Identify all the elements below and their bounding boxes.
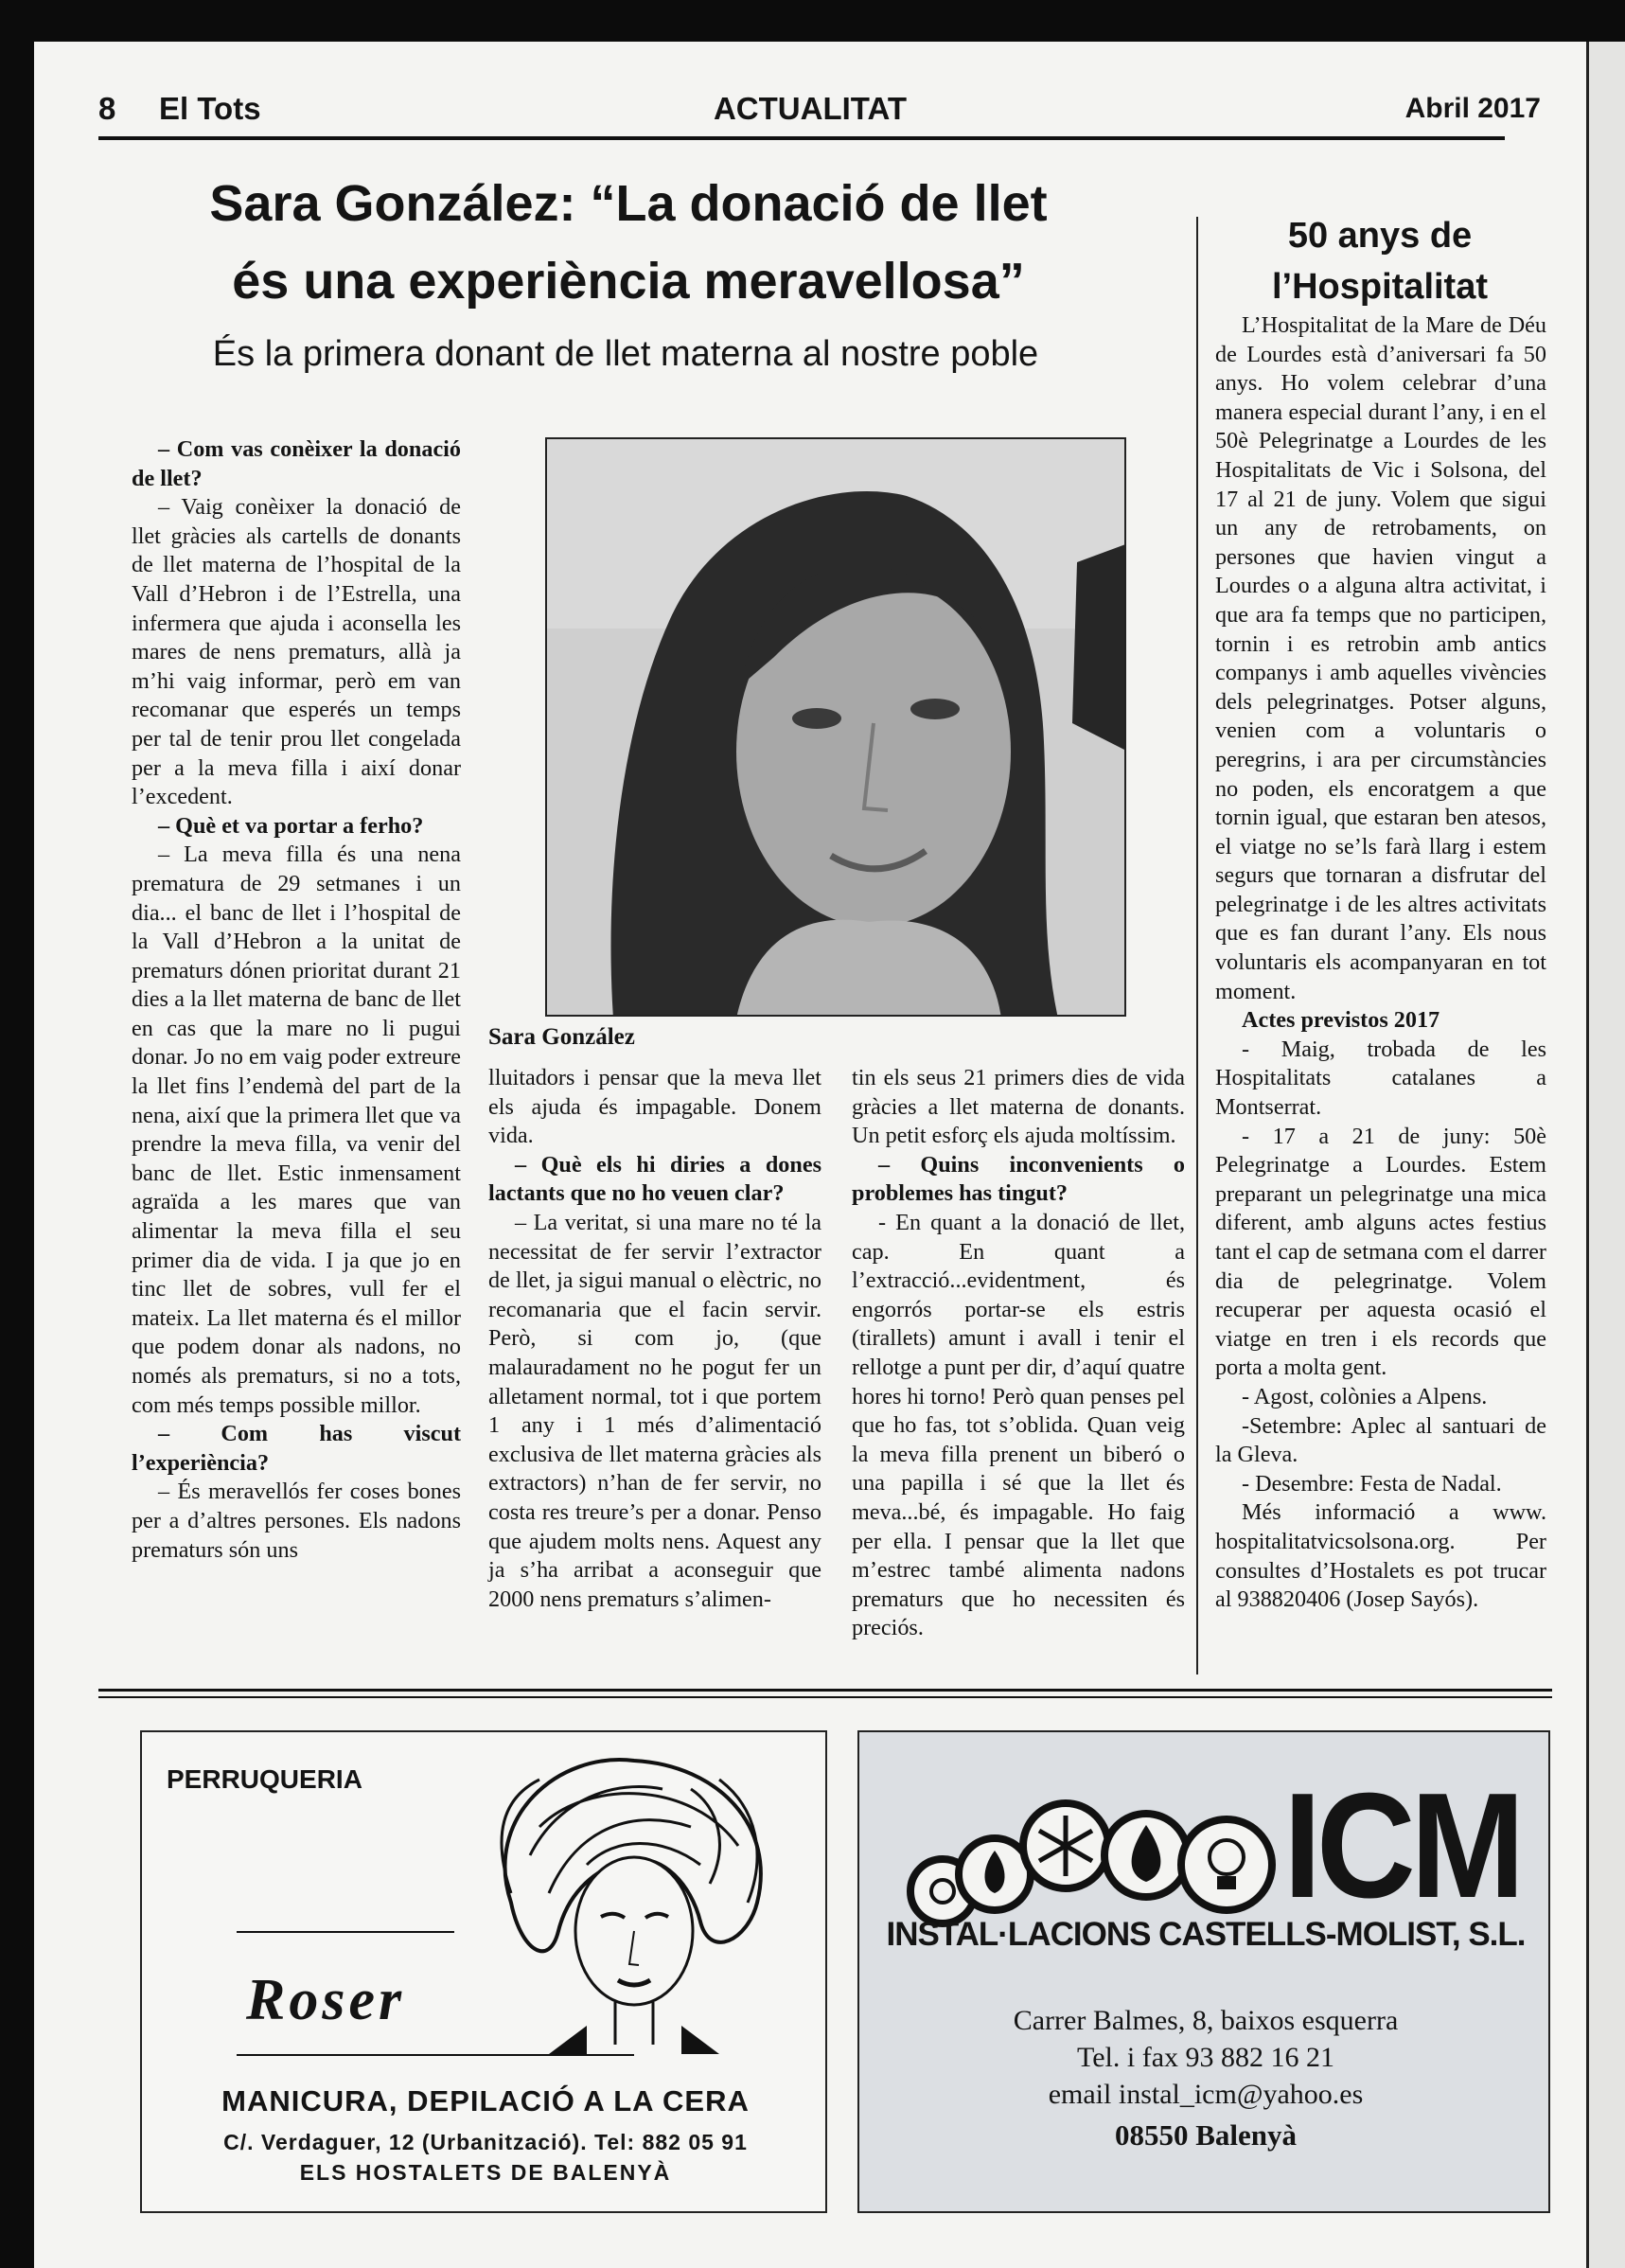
brand-rule [237,1931,454,1933]
facing-page-edge [1586,42,1625,2268]
question-paragraph: – Quins inconvenients o problemes has tingut? [852,1151,1185,1207]
sidebar-title [1200,210,1560,312]
ad-perruqueria-roser [140,1730,827,2213]
question-paragraph: Actes previstos 2017 [1242,1007,1440,1034]
article-title-line: és una experiència meravellosa” [232,253,1025,310]
question-paragraph: – Què els hi diries a dones lactants que no ho veuen clar? [488,1151,821,1207]
publication-name: El Tots [159,91,261,126]
column-divider [1196,217,1198,1674]
text-paragraph: L’Hospitalitat de la Mare de Déu de Lourdes està d’aniversari fa 50 anys. Ho volem celebrar d’una manera especial durant l’any, i en el 50è Pelegrinatge a Lourdes de les Hospitalitats de Vic i Solsona, del 17 al 21 de juny. Volem que sigui un any de retrobaments, on persones que havien vingut a Lourdes o a alguna altra activitat, i que ara fa temps que no participen, tornin i es retrobin amb antics companys i amb aquelles vivències dels pelegrinatges. Potser alguns, venien com a voluntaris o peregrins, i ara per circumstàncies no poden, els encoratgem a que tornin igual, que estaran ben atesos, el viatge no se’ls farà llarg i estem segurs que tornaran a disfrutar del pelegrinatge i de les altres activitats que es fan durant l’any. Els nous voluntaris els acompanyaran en tot moment. [1215,312,1546,1004]
text-paragraph: - En quant a la donació de llet, cap. En quant a l’extracció...evidentment, és engorrós portar-se els estris (tirallets) amunt i avall i tenir el rellotge a punt per dir, d’aquí quatre hores hi torno! Però quan penses pel que ho fas, tot s’oblida. Quan veig la meva filla prenent un biberó o una papilla i sé que la llet és meva...bé, és impagable. Ho faig per ella. I pensar que la llet que m’estrec també alimenta nadons prematurs que ho necessiten és preciós. [852,1209,1185,1641]
question-paragraph: – Què et va portar a ferho? [158,812,424,839]
text-paragraph: – La veritat, si una mare no té la necessitat de fer servir l’extractor de llet, ja sigui manual o elèctric, no recomanaria que el facin servir. Però, si com jo, (que malauradament no he pogut fer un alletament normal, tot i que portem 1 any i 1 més d’alimentació exclusiva de llet materna gràcies als extractors) n’han de fer servir, no costa res treure’s per a donar. Penso que ajudem molts nens. Aquest any ja s’ha arribat a aconseguir que 2000 nens prematurs s’alimen- [488,1209,821,1612]
question-paragraph: – Com has viscut l’experiència? [132,1421,461,1476]
icm-company-name: INSTAL·LACIONS CASTELLS-MOLIST, S.L. [886,1916,1526,1953]
article-column-1 [132,435,461,1565]
sidebar-title-line: 50 anys de [1287,216,1473,256]
text-paragraph: – La meva filla és una nena prematura de 29 setmanes i un dia... el banc de llet i l’hospital de la Vall d’Hebron a la unitat de prematurs dónen prioritat durant 21 dies a la llet materna de banc de llet en cas que la mare no li pugui donar. Jo no em vaig poder extreure la llet fins l’endemà del part de la nena, així que la primera llet que va prendre la meva filla, va venir del banc de llet. Estic inmensament agraïda a les mares que van alimentar la meva filla el seu primer dia de vida. I ja que jo en tinc llet de sobres, vull fer el mateix. La llet materna és el millor que podem donar als nadons, no només als prematurs, si no a tots, com més temps possible millor. [132,842,461,1418]
hairdresser-illustration [473,1742,786,2054]
icm-postcode: 08550 Balenyà [1114,2118,1298,2152]
text-paragraph: – Vaig conèixer la donació de llet gràcies als cartells de donants de llet materna de l’hospital de la Vall d’Hebron i de l’Estrella, una infermera que ajuda i aconsella les mares de nens prematurs, allà ja m’hi vaig informar, però em van recomanar que esperés un temps per tal de tenir prou llet congelada per a la meva filla i així donar l’excedent. [132,494,461,810]
icm-address: Carrer Balmes, 8, baixos esquerra [1013,2005,1399,2036]
ad-category: PERRUQUERIA [167,1764,362,1794]
text-paragraph: - Maig, trobada de les Hospitalitats catalanes a Montserrat. [1215,1036,1546,1121]
brand-rule [237,2054,634,2056]
text-paragraph: - Desembre: Festa de Nadal. [1242,1470,1502,1497]
text-paragraph: -Setembre: Aplec al santuari de la Gleva. [1215,1412,1546,1468]
text-paragraph: – És meravellós fer coses bones per a d’altres persones. Els nadons prematurs són uns [132,1479,461,1563]
magazine-page [34,42,1586,2268]
text-paragraph: tin els seus 21 primers dies de vida gràcies a llet materna de donants. Un petit esforç els ajuda moltíssim. [852,1065,1185,1149]
article-column-3 [852,1064,1185,1643]
ad-town: ELS HOSTALETS DE BALENYÀ [299,2160,672,2185]
portrait-image [547,439,1126,1017]
ad-address: C/. Verdaguer, 12 (Urbanització). Tel: 882 05 91 [223,2130,748,2154]
ad-services: MANICURA, DEPILACIÓ A LA CERA [221,2084,750,2117]
article-column-2 [488,1064,821,1614]
section-title: ACTUALITAT [713,91,908,126]
page-number: 8 [98,91,116,126]
article-title-line: Sara González: “La donació de llet [209,175,1048,232]
question-paragraph: – Com vas conèixer la donació de llet? [132,436,461,491]
brand-name: Roser [246,1968,406,2032]
portrait-photo [545,437,1126,1017]
ad-icm-installacions [857,1730,1550,2213]
footer-rule [98,1696,1552,1698]
icm-logo-text: ICM [1283,1763,1520,1929]
text-paragraph: - Agost, colònies a Alpens. [1242,1383,1488,1409]
text-paragraph: Més informació a www. hospitalitatvicsolsona.org. Per consultes d’Hostalets es pot trucar al 938820406 (Josep Sayós). [1215,1499,1546,1613]
photo-caption: Sara González [488,1024,635,1050]
text-paragraph: - 17 a 21 de juny: 50è Pelegrinatge a Lourdes. Estem preparant un pelegrinatge una mica diferent, amb alguns actes festius tant el cap de setmana com el darrer dia de pelegrinatge. Volem recuperar per aquesta ocasió el viatge en tren i els records que porta a molta gent. [1215,1123,1546,1381]
sidebar-column [1215,311,1546,1615]
icm-email: email instal_icm@yahoo.es [1048,2079,1364,2110]
icm-logo-bubbles [905,1770,1283,1940]
icm-phone: Tel. i fax 93 882 16 21 [1076,2042,1335,2073]
footer-rule [98,1689,1552,1692]
article-subtitle: És la primera donant de llet materna al nostre poble [212,334,1039,374]
article-title [174,165,1083,320]
text-paragraph: lluitadors i pensar que la meva llet els ajuda és impagable. Donem vida. [488,1065,821,1149]
sidebar-title-line: l’Hospitalitat [1271,267,1489,307]
issue-date: Abril 2017 [1404,93,1541,124]
header-rule [98,136,1505,140]
